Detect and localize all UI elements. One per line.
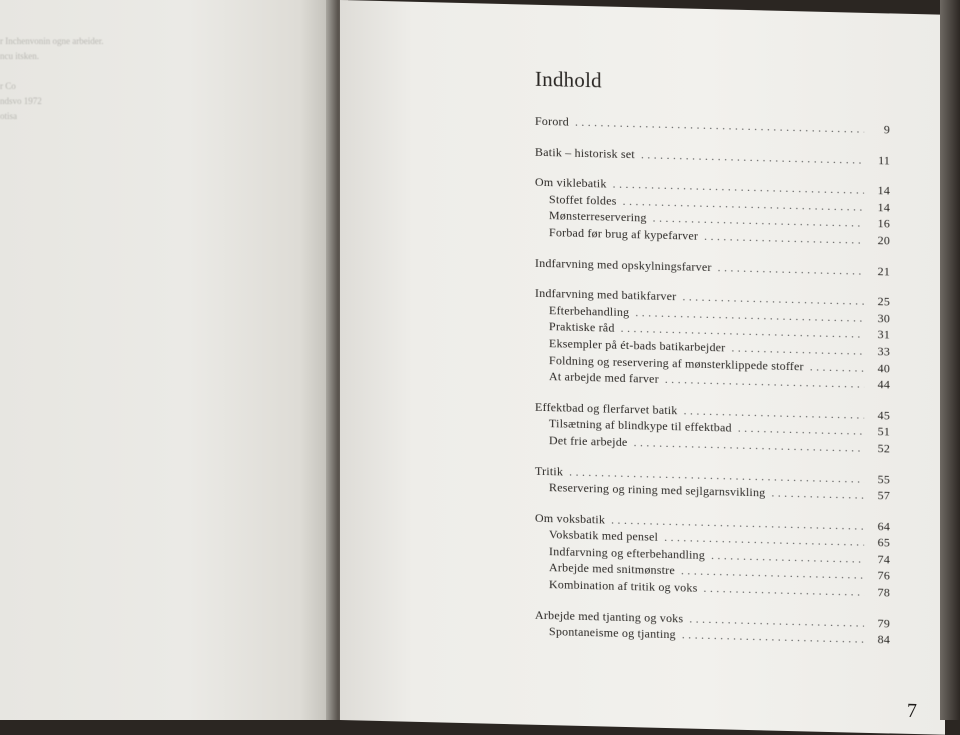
toc-leader-dots [738,421,864,439]
toc-entries [535,114,890,650]
right-page [340,0,945,735]
toc-page-number: 25 [877,294,890,309]
toc-entry-label: Efterbehandling [549,302,630,319]
toc-page-number: 45 [877,407,890,423]
toc-entry-label: Spontaneisme og tjanting [549,624,676,642]
toc-entry-label: Det frie arbejde [549,433,628,449]
toc-leader-dots [731,341,864,359]
toc-entry-label: Reservering og rining med sejlgarnsvikling [549,480,766,500]
toc-group [535,114,890,139]
toc-entry [535,144,890,169]
toc-page-number: 14 [877,183,890,198]
toc-page-number: 74 [877,552,890,567]
page-edge-shadow [940,0,960,720]
toc-page-number: 11 [878,152,890,168]
toc-entry-label: Effektbad og flerfarvet batik [535,399,678,417]
toc-page-number: 57 [877,488,890,503]
toc-page-number: 78 [877,585,890,600]
toc-entry-label: Batik – historisk set [535,144,635,161]
toc-page-number: 30 [877,310,890,326]
toc-group [535,607,890,649]
toc-page-number: 20 [877,233,890,248]
toc-page-number: 79 [877,615,890,631]
table-of-contents [535,67,890,664]
toc-leader-dots [682,628,864,647]
toc-page-number: 51 [877,424,890,439]
toc-group [535,286,890,394]
toc-entry-label: Arbejde med snitmønstre [549,560,675,578]
toc-title: Indhold [535,66,602,93]
toc-page-number: 21 [877,263,890,279]
toc-entry-label: Indfarvning med batikfarver [535,285,677,304]
page-number: 7 [907,699,917,723]
toc-leader-dots [718,260,864,279]
toc-entry-label: Forord [535,113,569,129]
toc-page-number: 84 [877,632,890,647]
toc-entry [535,255,890,280]
toc-entry-label: Tritik [535,463,564,478]
toc-leader-dots [810,359,864,375]
faint-line: r Co [0,81,16,91]
toc-page-number: 14 [877,199,890,215]
toc-entry-label: Forbad før brug af kypefarver [549,225,699,243]
toc-entry-label: Kombination af tritik og voks [549,577,698,595]
toc-entry-label: Om viklebatik [535,174,607,191]
left-page [0,0,340,720]
faint-line: ncu itsken. [0,51,39,61]
toc-page-number: 55 [877,471,890,486]
toc-entry-label: Arbejde med tjanting og voks [535,607,684,626]
faint-line: otisa [0,111,17,121]
toc-leader-dots [704,229,864,248]
toc-entry-label: Voksbatik med pensel [549,527,659,545]
toc-page-number: 9 [883,122,890,137]
toc-leader-dots [711,548,864,567]
toc-page-number: 76 [877,568,890,583]
toc-entry-label: Indfarvning og efterbehandling [549,543,705,562]
toc-page-number: 33 [877,344,890,359]
toc-leader-dots [771,486,864,503]
toc-entry-label: Praktiske råd [549,319,615,336]
toc-group [535,255,890,280]
toc-page-number: 31 [877,327,890,342]
toc-entry-label: Stoffet foldes [549,191,617,208]
toc-page-number: 64 [877,518,890,534]
toc-page-number: 52 [877,441,890,456]
toc-group [535,175,890,250]
left-page-faint-text [0,34,130,124]
toc-page-number: 40 [877,360,890,375]
toc-entry-label: Indfarvning med opskylningsfarver [535,255,712,274]
toc-entry [535,114,890,139]
faint-line: r Inchenvonin ogne arbeider. [0,36,104,46]
toc-entry-label: Tilsætning af blindkype til effektbad [549,416,732,435]
toc-entry-label: Foldning og reservering af mønsterklippede stoffer [549,352,804,373]
toc-page-number: 44 [877,377,890,392]
toc-entry-label: Mønsterreservering [549,208,647,225]
toc-group [535,399,890,457]
toc-entry-label: Eksempler på ét-bads batikarbejder [549,336,726,355]
toc-leader-dots [703,581,864,600]
toc-group [535,144,890,169]
faint-line: ndsvo 1972 [0,96,42,106]
toc-group [535,463,890,505]
toc-page-number: 65 [877,535,890,550]
toc-page-number: 16 [877,216,890,231]
toc-entry-label: At arbejde med farver [549,369,659,386]
toc-leader-dots [575,115,864,137]
toc-leader-dots [641,147,864,167]
toc-group [535,510,890,602]
toc-entry-label: Om voksbatik [535,510,606,527]
